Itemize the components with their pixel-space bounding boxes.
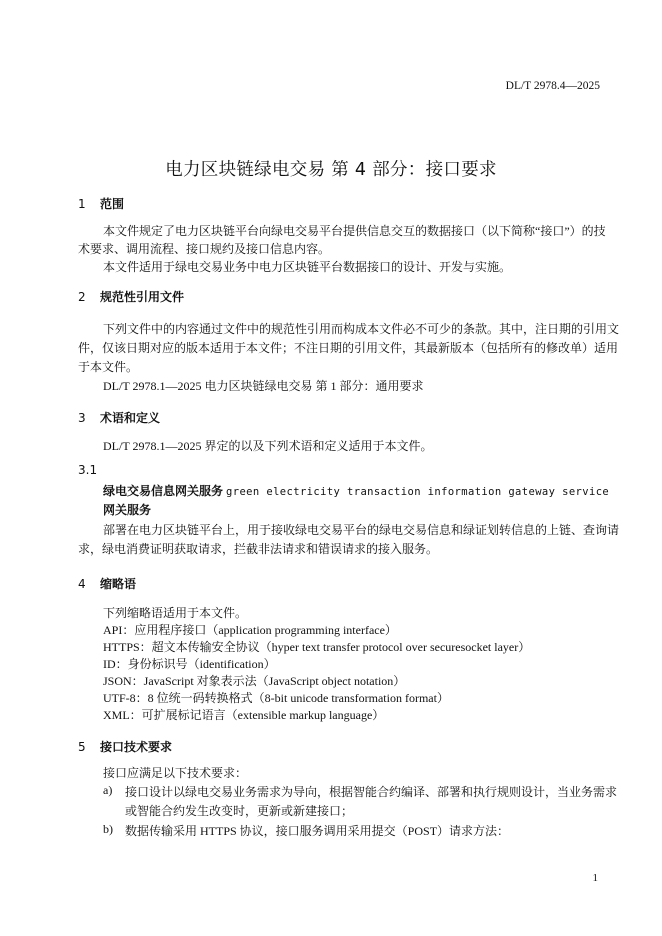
- section-title: 术语和定义: [100, 411, 161, 425]
- section-title: 规范性引用文件: [100, 290, 185, 304]
- section-number: 5: [78, 740, 86, 754]
- paragraph-line: 下列缩略语适用于本文件。: [103, 606, 248, 620]
- section-title: 接口技术要求: [100, 740, 173, 754]
- term-english: green electricity transaction information gateway service: [226, 486, 610, 498]
- section-heading-1: [78, 195, 124, 212]
- normative-reference: DL/T 2978.1—2025 电力区块链绿电交易 第 1 部分：通用要求: [103, 379, 424, 393]
- list-item-label: b): [103, 822, 113, 836]
- abbreviation-item: JSON：JavaScript 对象表示法（JavaScript object notation）: [103, 674, 406, 688]
- section-heading-2: [78, 288, 184, 305]
- paragraph-line: 本文件适用于绿电交易业务中电力区块链平台数据接口的设计、开发与实施。: [103, 260, 512, 274]
- abbreviation-item: ID：身份标识号（identification）: [103, 657, 276, 671]
- abbreviation-item: API：应用程序接口（application programming interface）: [103, 623, 397, 637]
- section-heading-3: [78, 409, 160, 426]
- page-title: 电力区块链绿电交易 第 4 部分：接口要求: [165, 160, 497, 180]
- section-number: 4: [78, 577, 86, 591]
- page-number: 1: [592, 872, 598, 884]
- section-heading-5: [78, 738, 172, 755]
- section-number: 3: [78, 411, 86, 425]
- term-short-name: 网关服务: [103, 503, 152, 517]
- section-title: 缩略语: [100, 577, 137, 591]
- document-code: DL/T 2978.4—2025: [505, 80, 600, 92]
- term-entry: [103, 482, 609, 499]
- list-item-label: a): [103, 783, 113, 797]
- paragraph-line: 本文件规定了电力区块链平台向绿电交易平台提供信息交互的数据接口（以下简称“接口”）的技: [103, 224, 606, 238]
- paragraph-line: DL/T 2978.1—2025 界定的以及下列术语和定义适用于本文件。: [103, 439, 433, 453]
- list-item-line: 数据传输采用 HTTPS 协议，接口服务调用采用提交（POST）请求方法：: [125, 824, 510, 838]
- paragraph-line: 于本文件。: [78, 360, 139, 374]
- paragraph-line: 接口应满足以下技术要求：: [103, 766, 248, 780]
- paragraph-line: 件，仅该日期对应的版本适用于本文件；不注日期的引用文件，其最新版本（包括所有的修改单）适用: [78, 341, 619, 355]
- abbreviation-item: HTTPS：超文本传输安全协议（hyper text transfer protocol over securesocket layer）: [103, 640, 531, 654]
- paragraph-line: 术要求、调用流程、接口规约及接口信息内容。: [78, 242, 331, 256]
- list-item-line: 接口设计以绿电交易业务需求为导向，根据智能合约编译、部署和执行规则设计，当业务需求: [125, 785, 618, 799]
- term-number: 3.1: [78, 463, 98, 477]
- abbreviation-item: XML：可扩展标记语言（extensible markup language）: [103, 708, 385, 722]
- definition-line: 部署在电力区块链平台上，用于接收绿电交易平台的绿电交易信息和绿证划转信息的上链、查询请: [103, 523, 620, 537]
- abbreviation-item: UTF-8：8 位统一码转换格式（8-bit unicode transformation format）: [103, 691, 449, 705]
- section-number: 2: [78, 290, 86, 304]
- definition-line: 求，绿电消费证明获取请求，拦截非法请求和错误请求的接入服务。: [78, 542, 439, 556]
- paragraph-line: 下列文件中的内容通过文件中的规范性引用而构成本文件必不可少的条款。其中，注日期的引用文: [103, 322, 620, 336]
- section-number: 1: [78, 197, 86, 211]
- list-item-line: 或智能合约发生改变时，更新或新建接口；: [125, 804, 354, 818]
- section-title: 范围: [100, 197, 125, 211]
- term-chinese: 绿电交易信息网关服务: [103, 484, 224, 498]
- section-heading-4: [78, 575, 136, 592]
